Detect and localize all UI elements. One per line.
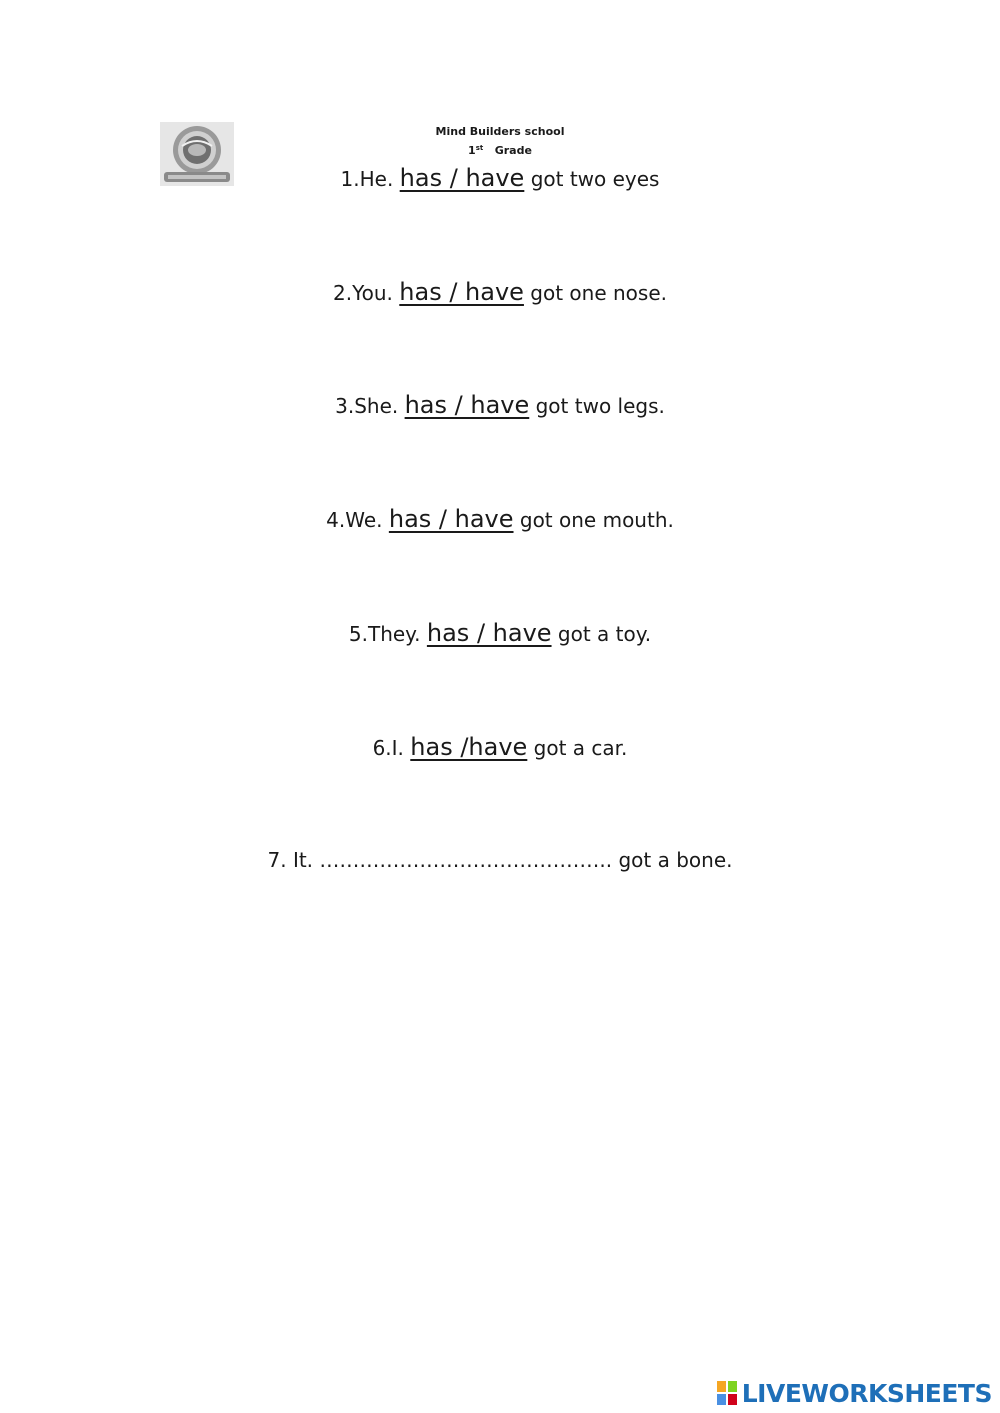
question-prefix: 3.She. [335, 394, 399, 418]
question-6 [0, 733, 1000, 761]
grade-label [380, 141, 620, 160]
question-rest: got one mouth. [519, 508, 674, 532]
question-4 [0, 505, 1000, 533]
answer-choice[interactable]: has / have [388, 505, 514, 533]
question-7 [0, 848, 1000, 872]
answer-blank[interactable]: …………………………………….. [319, 848, 613, 872]
answer-choice[interactable]: has / have [399, 164, 525, 192]
answer-choice[interactable]: has / have [426, 619, 552, 647]
question-1 [0, 164, 1000, 192]
question-prefix: 4.We. [326, 508, 383, 532]
school-name: Mind Builders school [435, 125, 565, 138]
worksheet-header [380, 122, 620, 160]
question-prefix: 2.You. [333, 281, 393, 305]
liveworksheets-logo-icon [716, 1380, 738, 1406]
question-prefix: 5.They. [348, 622, 421, 646]
question-prefix: 7. It. [267, 848, 314, 872]
question-rest: got two eyes [530, 167, 660, 191]
question-5 [0, 619, 1000, 647]
question-2 [0, 278, 1000, 306]
answer-choice[interactable]: has / have [399, 278, 524, 306]
question-rest: got two legs. [535, 394, 665, 418]
question-rest: got a car. [533, 736, 628, 760]
liveworksheets-branding[interactable] [716, 1376, 992, 1410]
answer-choice[interactable]: has / have [404, 391, 530, 419]
answer-choice[interactable]: has /have [410, 733, 528, 761]
question-prefix: 6.I. [372, 736, 404, 760]
question-rest: got a bone. [618, 848, 733, 872]
question-rest: got one nose. [530, 281, 667, 305]
grade-word: Grade [494, 144, 532, 157]
grade-suffix: st [475, 144, 484, 152]
question-prefix: 1.He. [340, 167, 394, 191]
grade-number: 1 [468, 144, 476, 157]
question-rest: got a toy. [557, 622, 652, 646]
branding-text: LIVEWORKSHEETS [741, 1378, 992, 1408]
question-3 [0, 391, 1000, 419]
